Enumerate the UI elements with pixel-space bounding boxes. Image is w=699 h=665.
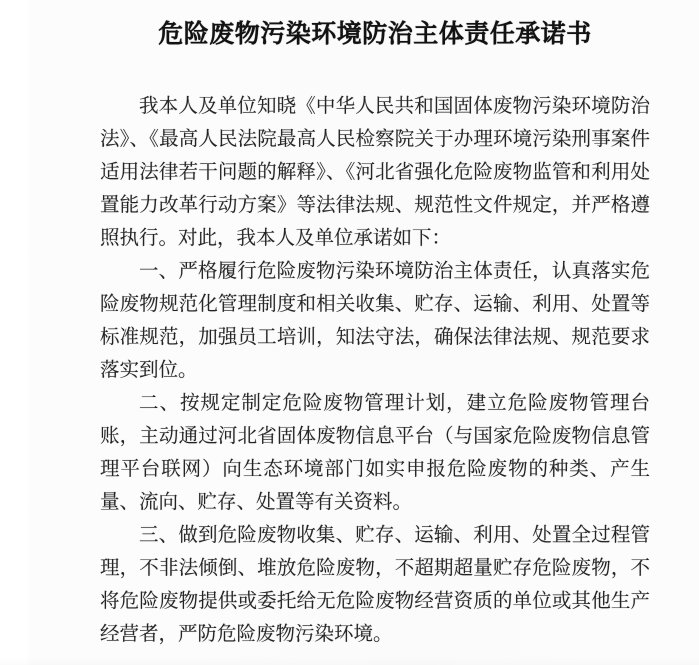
paragraph-commitment-2: 二、按规定制定危险废物管理计划，建立危险废物管理台账，主动通过河北省固体废物信息平台（与国家危险废物信息管理平台联网）向生态环境部门如实申报危险废物的种类、产生量、流向、贮存、处置等有关资料。 — [100, 393, 650, 513]
document-body — [100, 90, 650, 651]
paragraph-commitment-3: 三、做到危险废物收集、贮存、运输、利用、处置全过程管理，不非法倾倒、堆放危险废物，不超期超量贮存危险废物，不将危险废物提供或委托给无危险废物经营资质的单位或其他生产经营者，严防危险废物污染环境。 — [100, 525, 650, 645]
document-title: 危险废物污染环境防治主体责任承诺书 — [158, 21, 592, 48]
paragraph-intro-legal-basis: 我本人及单位知晓《中华人民共和国固体废物污染环境防治法》、《最高人民法院最高人民检察院关于办理环境污染刑事案件适用法律若干问题的解释》、《河北省强化危险废物监管和利用处置能力改革行动方案》等法律法规、规范性文件规定，并严格遵照执行。对此，我本人及单位承诺如下： — [100, 96, 650, 249]
paragraph-commitment-1: 一、严格履行危险废物污染环境防治主体责任，认真落实危险废物规范化管理制度和相关收集、贮存、运输、利用、处置等标准规范，加强员工培训，知法守法，确保法律法规、规范要求落实到位。 — [100, 261, 650, 381]
